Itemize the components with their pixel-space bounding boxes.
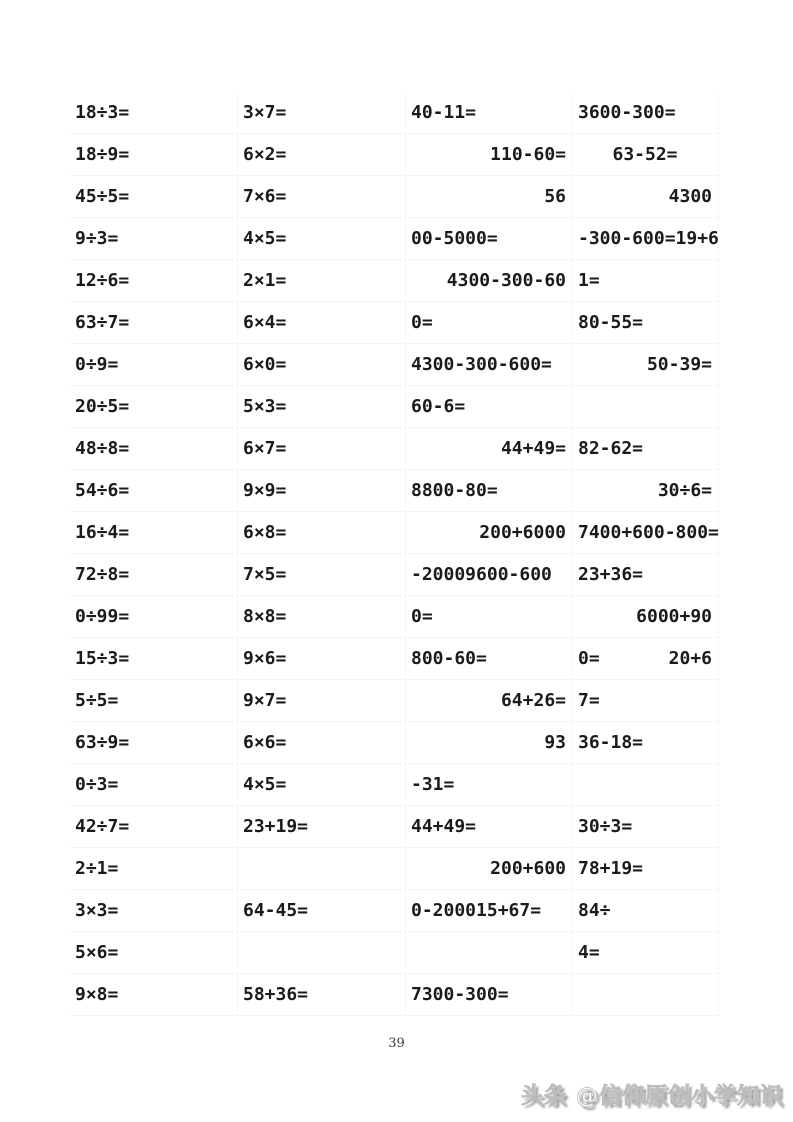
problem-text: 42÷7= — [75, 816, 130, 837]
problem-cell — [573, 596, 719, 638]
problem-text: 1= — [578, 270, 600, 291]
problem-cell — [238, 806, 406, 848]
problem-cell — [238, 974, 406, 1016]
problem-text: 6×2= — [243, 144, 287, 165]
problem-text: 30÷6= — [657, 480, 712, 501]
problem-cell — [406, 596, 573, 638]
problem-cell — [573, 260, 719, 302]
watermark — [521, 1079, 783, 1110]
problem-text: 60-6= — [411, 396, 466, 417]
problem-cell — [238, 764, 406, 806]
problem-cell — [70, 974, 238, 1016]
problem-text: 6×4= — [243, 312, 287, 333]
problem-text: 63-52= — [612, 144, 678, 165]
problem-text: 23+36= — [578, 564, 644, 585]
problem-cell — [406, 176, 573, 218]
problem-text: 7×6= — [243, 186, 287, 207]
problem-text: 63÷9= — [75, 732, 130, 753]
problem-cell — [573, 92, 719, 134]
problem-text: 5×3= — [243, 396, 287, 417]
problem-cell — [406, 428, 573, 470]
problem-cell — [573, 554, 719, 596]
problem-cell — [406, 554, 573, 596]
problem-cell — [70, 176, 238, 218]
problem-text: 58+36= — [243, 984, 309, 1005]
problem-cell — [406, 260, 573, 302]
problem-text: 84÷ — [578, 900, 611, 921]
problem-cell — [238, 428, 406, 470]
problem-text: 56 — [544, 186, 566, 207]
problem-cell — [70, 386, 238, 428]
problem-cell — [238, 344, 406, 386]
watermark-handle: @信仰原创小学知识 — [575, 1084, 783, 1109]
problem-cell — [238, 218, 406, 260]
problem-text: 3600-300= — [578, 102, 676, 123]
problem-text: 6×8= — [243, 522, 287, 543]
problem-cell — [238, 848, 406, 890]
problem-text: 44+49= — [411, 816, 477, 837]
problem-cell — [70, 596, 238, 638]
problem-text: 6000+90 — [636, 606, 712, 627]
problem-cell — [573, 638, 719, 680]
problem-cell — [406, 932, 573, 974]
problem-text: 4300-300-600= — [411, 354, 552, 375]
problem-cell — [573, 680, 719, 722]
problem-text: 0= — [411, 312, 433, 333]
problem-text: 9×8= — [75, 984, 119, 1005]
problem-cell — [573, 428, 719, 470]
problem-cell — [238, 722, 406, 764]
problem-cell — [70, 302, 238, 344]
problem-text: 5÷5= — [75, 690, 119, 711]
problem-text: 0= — [578, 648, 600, 669]
problem-cell — [406, 302, 573, 344]
problem-cell — [70, 260, 238, 302]
problem-cell — [238, 176, 406, 218]
problem-cell — [406, 806, 573, 848]
problem-cell — [406, 848, 573, 890]
problem-cell — [406, 386, 573, 428]
problem-cell — [70, 932, 238, 974]
problem-cell — [238, 890, 406, 932]
problem-text: 64+26= — [500, 690, 566, 711]
problem-text: 4×5= — [243, 228, 287, 249]
problem-text: 2×1= — [243, 270, 287, 291]
problem-cell — [573, 722, 719, 764]
problem-cell — [70, 764, 238, 806]
problem-cell — [238, 638, 406, 680]
problem-text: 3×7= — [243, 102, 287, 123]
problem-text: 0÷99= — [75, 606, 130, 627]
problem-text: 4300 — [668, 186, 712, 207]
problem-text: 72÷8= — [75, 564, 130, 585]
problem-cell — [70, 134, 238, 176]
problem-text: 9×6= — [243, 648, 287, 669]
problem-text: 18÷3= — [75, 102, 130, 123]
problem-text: 54÷6= — [75, 480, 130, 501]
problem-cell — [70, 848, 238, 890]
problem-text: 48÷8= — [75, 438, 130, 459]
problem-cell — [573, 932, 719, 974]
problem-text: 50-39= — [646, 354, 712, 375]
problem-text: 78+19= — [578, 858, 644, 879]
problem-text: 00-5000= — [411, 228, 498, 249]
problem-cell — [573, 512, 719, 554]
problem-cell — [238, 596, 406, 638]
problem-text: -300-600=19+6 — [578, 228, 719, 249]
problem-text: 6×6= — [243, 732, 287, 753]
problem-text: 4= — [578, 942, 600, 963]
problem-cell — [406, 890, 573, 932]
problem-text: 9÷3= — [75, 228, 119, 249]
problem-cell — [406, 218, 573, 260]
problem-cell — [70, 554, 238, 596]
problem-text: 6×0= — [243, 354, 287, 375]
problem-text: -31= — [411, 774, 455, 795]
problem-text: 6×7= — [243, 438, 287, 459]
problem-cell — [406, 512, 573, 554]
problem-cell — [573, 806, 719, 848]
problem-text: 12÷6= — [75, 270, 130, 291]
problem-text: 110-60= — [490, 144, 566, 165]
problem-text: 7×5= — [243, 564, 287, 585]
problem-text: 16÷4= — [75, 522, 130, 543]
problem-cell — [406, 344, 573, 386]
problem-cell — [238, 554, 406, 596]
problem-cell — [238, 512, 406, 554]
problem-cell — [238, 932, 406, 974]
problem-cell — [238, 134, 406, 176]
problem-cell — [406, 92, 573, 134]
page-number: 39 — [388, 1036, 405, 1051]
problem-text: 8800-80= — [411, 480, 498, 501]
problem-text: 4300-300-60 — [446, 270, 566, 291]
problem-text: 0÷9= — [75, 354, 119, 375]
problem-text: 3×3= — [75, 900, 119, 921]
problem-text: 7= — [578, 690, 600, 711]
problem-cell — [238, 386, 406, 428]
problem-text: 64-45= — [243, 900, 309, 921]
problem-cell — [238, 260, 406, 302]
problem-text: 200+600 — [490, 858, 566, 879]
problem-cell — [573, 302, 719, 344]
problem-text: 82-62= — [578, 438, 644, 459]
problem-cell — [70, 428, 238, 470]
problem-text: 63÷7= — [75, 312, 130, 333]
problem-text: 9×7= — [243, 690, 287, 711]
problem-cell — [406, 974, 573, 1016]
problem-text: 23+19= — [243, 816, 309, 837]
problem-cell — [238, 302, 406, 344]
problem-text: 7400+600-800= — [578, 522, 719, 543]
problem-text: 0÷3= — [75, 774, 119, 795]
problem-cell — [406, 722, 573, 764]
problem-cell — [238, 680, 406, 722]
problem-cell — [70, 722, 238, 764]
problem-cell — [70, 344, 238, 386]
problem-cell — [70, 806, 238, 848]
problem-text: 200+6000 — [479, 522, 566, 543]
problem-text: 18÷9= — [75, 144, 130, 165]
problem-text: 30÷3= — [578, 816, 633, 837]
problem-text: 15÷3= — [75, 648, 130, 669]
problem-text: 44+49= — [500, 438, 566, 459]
problem-text: 20÷5= — [75, 396, 130, 417]
problem-cell — [573, 764, 719, 806]
problem-cell — [406, 764, 573, 806]
problem-cell — [238, 92, 406, 134]
problem-cell — [70, 92, 238, 134]
problem-text: -20009600-600 — [411, 564, 552, 585]
problem-cell — [70, 680, 238, 722]
problem-cell — [70, 890, 238, 932]
problem-cell — [573, 344, 719, 386]
problem-text: 2÷1= — [75, 858, 119, 879]
problem-cell — [573, 974, 719, 1016]
problem-cell — [573, 176, 719, 218]
problem-text: 36-18= — [578, 732, 644, 753]
problem-cell — [406, 134, 573, 176]
problem-text: 93 — [544, 732, 566, 753]
problem-text: 0-200015+67= — [411, 900, 542, 921]
problem-text: 5×6= — [75, 942, 119, 963]
problem-cell — [406, 680, 573, 722]
problem-cell — [573, 386, 719, 428]
problem-text: 800-60= — [411, 648, 487, 669]
watermark-brand: 头条 — [520, 1084, 567, 1109]
problem-cell — [70, 638, 238, 680]
problem-cell — [573, 470, 719, 512]
problem-cell — [70, 218, 238, 260]
problem-cell — [573, 848, 719, 890]
problem-text: 45÷5= — [75, 186, 130, 207]
problem-cell — [70, 470, 238, 512]
problem-text: 20+6 — [668, 648, 712, 669]
problem-cell — [573, 890, 719, 932]
problem-cell — [573, 218, 719, 260]
problem-cell — [70, 512, 238, 554]
problem-text: 7300-300= — [411, 984, 509, 1005]
problem-text: 40-11= — [411, 102, 477, 123]
problem-text: 8×8= — [243, 606, 287, 627]
problem-text: 4×5= — [243, 774, 287, 795]
problem-text: 9×9= — [243, 480, 287, 501]
worksheet-grid — [70, 92, 719, 1016]
problem-cell — [238, 470, 406, 512]
problem-text: 0= — [411, 606, 433, 627]
problem-text: 80-55= — [578, 312, 644, 333]
problem-cell — [406, 638, 573, 680]
problem-cell — [573, 134, 719, 176]
problem-cell — [406, 470, 573, 512]
